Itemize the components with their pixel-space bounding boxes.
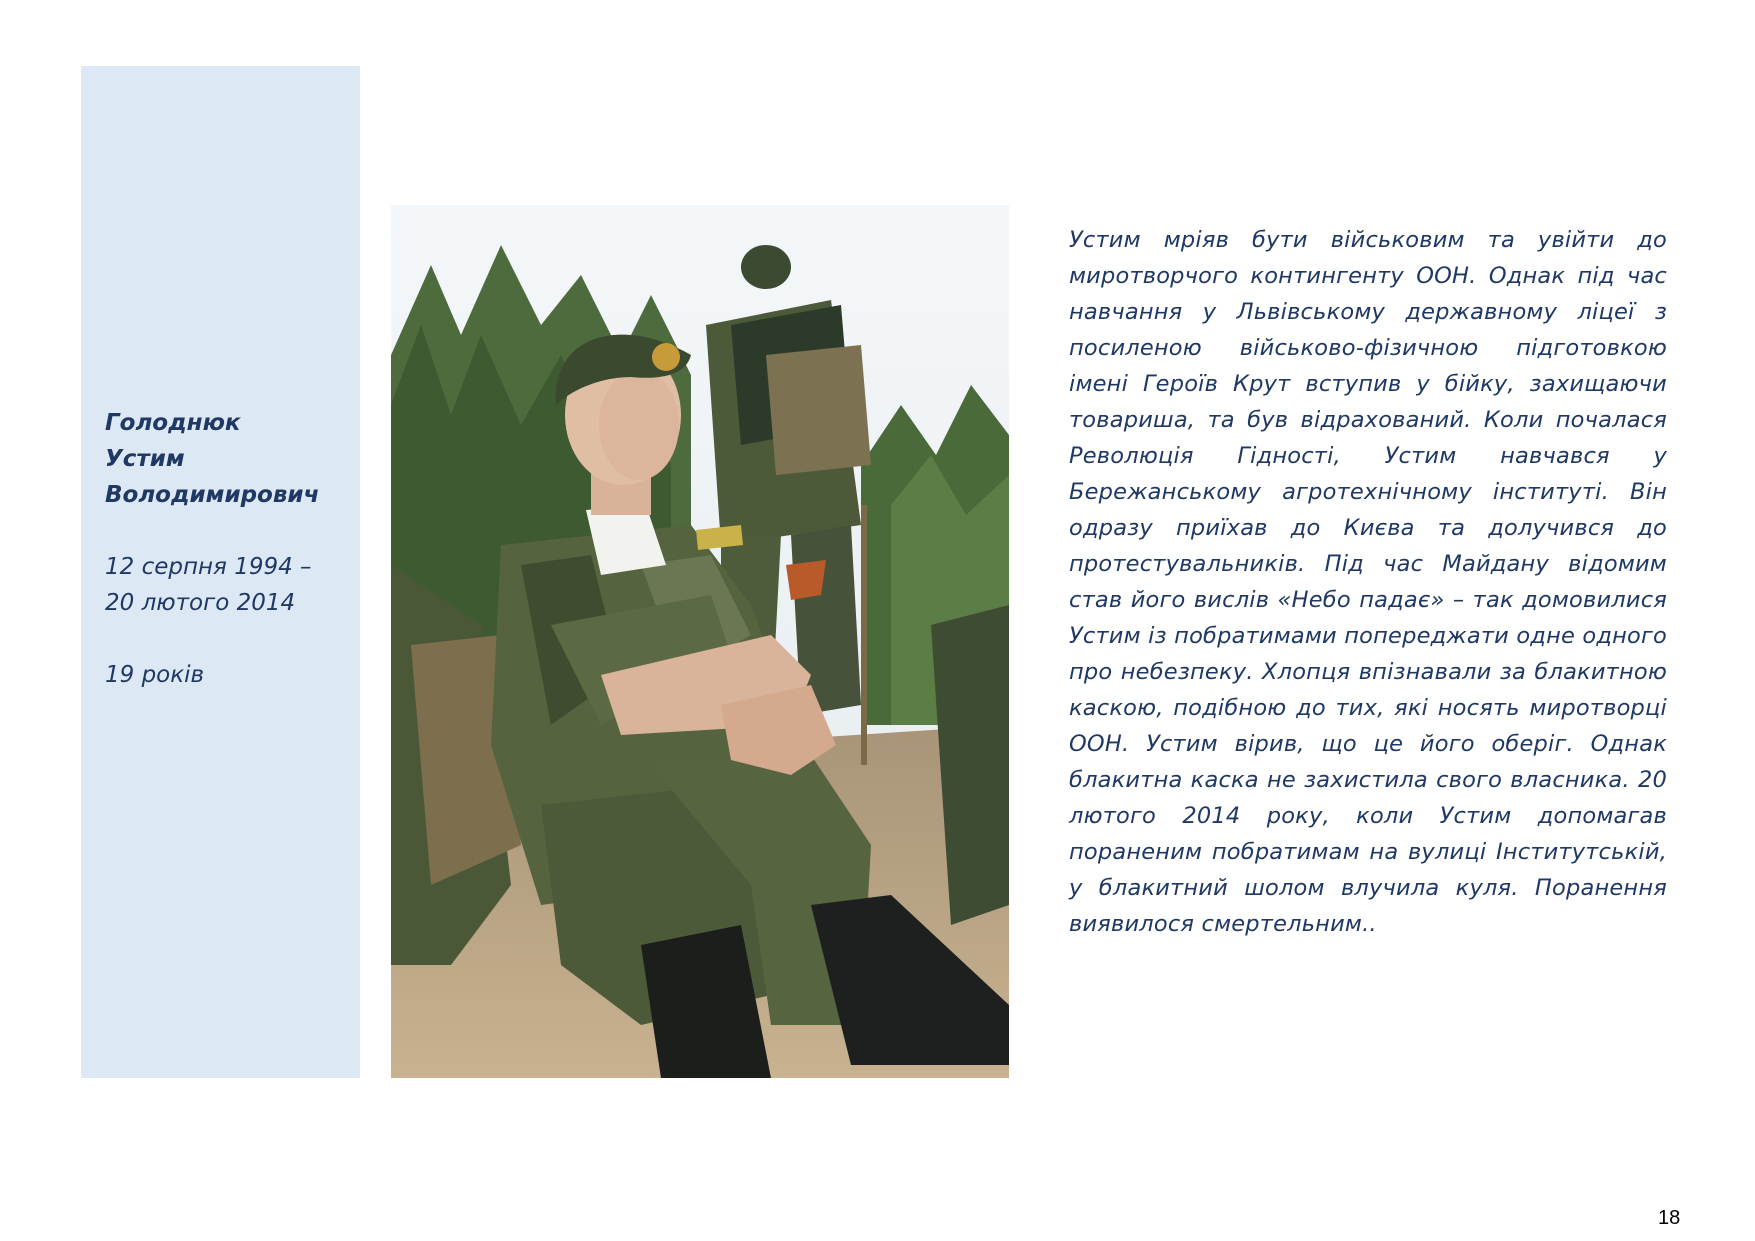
portrait-photo <box>391 205 1009 1078</box>
age: 19 років <box>105 662 205 688</box>
page-number: 18 <box>1658 1207 1681 1229</box>
biography-text: Устим мріяв бути військовим та увійти до миротворчого контингенту ООН. Однак під час навчання у Львівському державному ліцеї з посиленою військово-фізичною підготовкою імені Героїв Крут вступив у бійку, захищаючи товариша, та був відрахований. Коли почалася Революція Гідності, Устим навчався у Бережанському агротехнічному інституті. Він одразу приїхав до Києва та долучився до протестувальників. Під час Майдану відомим став його вислів «Небо падає» – так домовилися Устим із побратимами попереджати одне одного про небезпеку. Хлопця впізнавали за блакитною каскою, подібною до тих, які носять миротворці ООН. Устим вірив, що це його оберіг. Однак блакитна каска не захистила свого власника. 20 лютого 2014 року, коли Устим допомагав пораненим побратимам на вулиці Інститутській, у блакитний шолом влучила куля. Поранення виявилося смертельним.. <box>1069 227 1667 937</box>
death-date: 20 лютого 2014 <box>105 590 296 616</box>
person-first-name: Устим <box>105 446 185 472</box>
person-info <box>105 405 345 693</box>
person-patronymic: Володимирович <box>105 482 320 508</box>
birth-date: 12 серпня 1994 – <box>105 554 312 580</box>
person-surname: Голоднюк <box>105 410 241 436</box>
